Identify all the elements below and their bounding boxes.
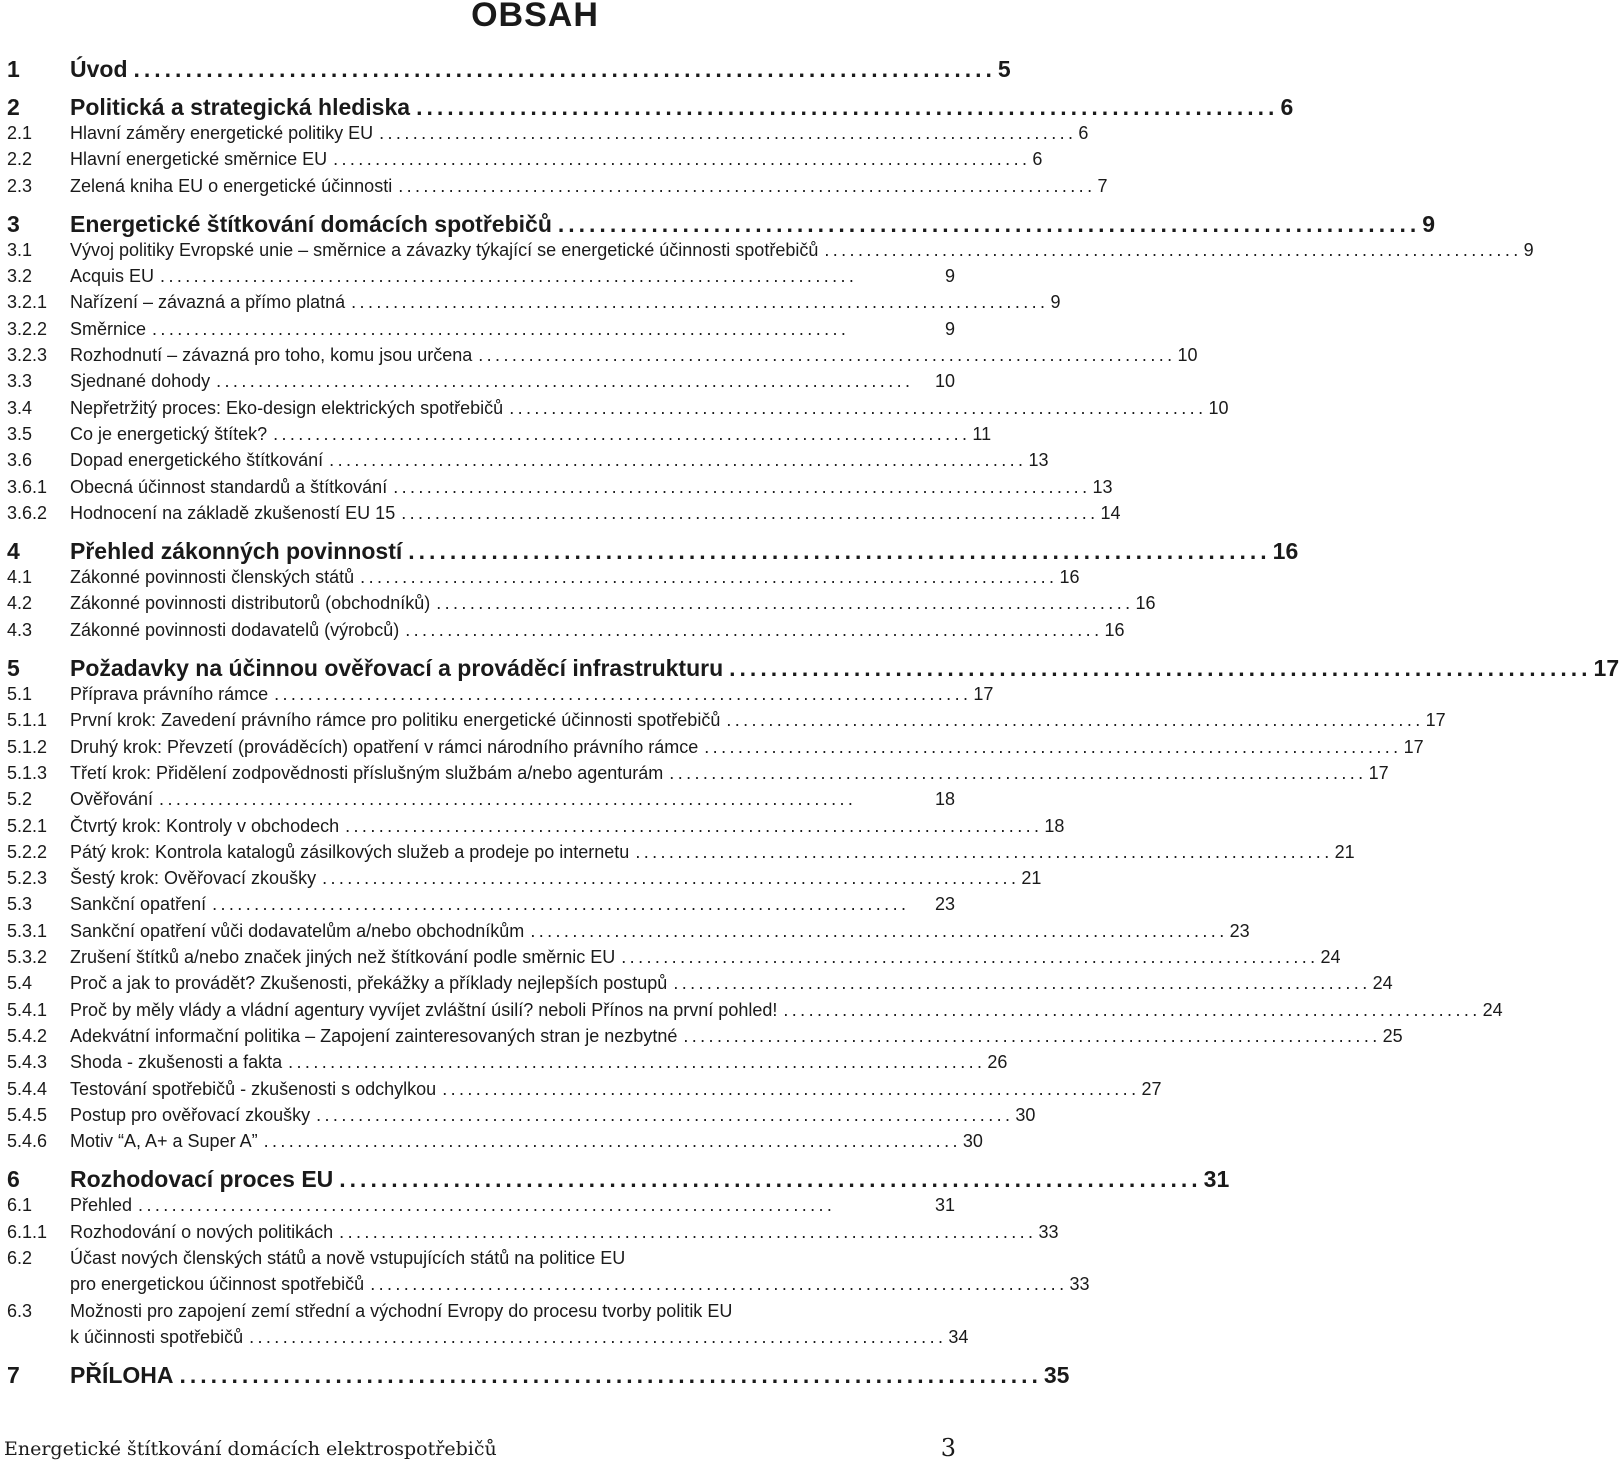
toc-entry-title-line2: k účinnosti spotřebičů <box>70 1326 244 1347</box>
toc-entry-page: 17 <box>1403 736 1424 757</box>
toc-entry-page: 16 <box>1059 567 1080 588</box>
toc-entry-title: Zrušení štítků a/nebo značek jiných než štítkování podle směrnic EU <box>70 947 616 968</box>
toc-entry[interactable] <box>7 1131 983 1157</box>
toc-entry[interactable] <box>7 920 1250 947</box>
toc-entry[interactable] <box>7 947 1341 973</box>
toc-entry[interactable] <box>7 1104 1036 1131</box>
toc-entry-page: 34 <box>948 1326 969 1347</box>
toc-leader-dots: ................................................................................... <box>216 371 914 392</box>
toc-entry-number: 6.3 <box>7 1300 33 1321</box>
toc-entry-page: 35 <box>1043 1362 1070 1389</box>
toc-chapter[interactable] <box>7 1362 1070 1391</box>
toc-leader-dots: ................................................................................... <box>393 476 1091 497</box>
toc-entry-title: Možnosti pro zapojení zemí střední a východní Evropy do procesu tvorby politik EU <box>70 1300 733 1321</box>
toc-entry-page: 14 <box>1100 502 1121 523</box>
toc-entry-number: 2.2 <box>7 149 33 170</box>
toc-entry[interactable] <box>7 868 1042 894</box>
toc-entry-number: 5.4.3 <box>7 1052 48 1073</box>
toc-leader-dots: ................................................................................... <box>635 841 1333 862</box>
toc-leader-dots: ................................................................................... <box>160 266 858 287</box>
toc-chapter[interactable] <box>7 210 1436 240</box>
toc-entry-number: 4.2 <box>7 593 33 614</box>
toc-entry-title: Sankční opatření vůči dodavatelům a/nebo obchodníkům <box>70 920 525 941</box>
toc-entry-number: 5.2 <box>7 789 33 810</box>
toc-entry-page: 13 <box>1092 476 1113 497</box>
toc-entry-title: Dopad energetického štítkování <box>70 450 324 471</box>
toc-entry-title-line2: pro energetickou účinnost spotřebičů <box>70 1274 365 1295</box>
toc-entry-title: Rozhodování o nových politikách <box>70 1221 334 1242</box>
toc-entry-title: Zákonné povinnosti členských států <box>70 567 355 588</box>
toc-entry-page: 13 <box>1028 450 1049 471</box>
toc-entry-page: 9 <box>1422 210 1436 237</box>
toc-entry-title: Čtvrtý krok: Kontroly v obchodech <box>70 815 340 836</box>
toc-entry-continuation[interactable] <box>7 1326 969 1353</box>
toc-entry-title: Sankční opatření <box>70 894 207 915</box>
table-of-contents <box>7 56 1619 1391</box>
toc-entry-number: 3.2.3 <box>7 345 48 366</box>
toc-entry[interactable] <box>7 619 1125 646</box>
toc-entry-number: 5.4.4 <box>7 1078 48 1099</box>
toc-chapter[interactable] <box>7 56 1011 85</box>
toc-entry[interactable] <box>7 894 955 920</box>
toc-entry-title: Proč by měly vlády a vládní agentury vyvíjet zvláštní úsilí? neboli Přínos na první pohled! <box>70 999 778 1020</box>
toc-entry-page: 16 <box>1104 619 1125 640</box>
toc-entry-number: 5.3.1 <box>7 920 48 941</box>
toc-leader-dots: ................................................................................... <box>478 345 1176 366</box>
toc-entry[interactable] <box>7 1221 1059 1248</box>
toc-entry-page: 31 <box>1203 1166 1230 1193</box>
toc-entry-number: 2.1 <box>7 123 33 143</box>
toc-entry-title: Vývoj politiky Evropské unie – směrnice a závazky týkající se energetické účinnosti spotřebičů <box>70 239 819 260</box>
toc-leader-dots: ................................................................................... <box>322 868 1020 889</box>
toc-entry-title: Nařízení – závazná a přímo platná <box>70 292 346 313</box>
toc-entry-title: PŘÍLOHA <box>70 1362 174 1389</box>
toc-leader-dots: ................................................................................... <box>405 619 1103 640</box>
toc-entry-page: 30 <box>1015 1104 1036 1125</box>
toc-entry-page: 24 <box>1320 947 1341 968</box>
toc-entry-number: 2.3 <box>7 175 33 196</box>
page-title: OBSAH <box>471 0 599 34</box>
toc-entry[interactable] <box>7 593 1156 619</box>
toc-entry-number: 6.1 <box>7 1195 33 1216</box>
toc-entry-title: Zákonné povinnosti dodavatelů (výrobců) <box>70 619 400 640</box>
toc-leader-dots: ................................................................................... <box>621 947 1319 968</box>
footer-page-number: 3 <box>940 1434 956 1462</box>
toc-entry-page: 10 <box>1208 397 1229 418</box>
toc-entry-page: 17 <box>973 684 994 705</box>
toc-entry-title: Zelená kniha EU o energetické účinnosti <box>70 175 393 196</box>
toc-entry[interactable] <box>7 1195 955 1221</box>
toc-entry-title: Nepřetržitý proces: Eko-design elektrických spotřebičů <box>70 397 504 418</box>
toc-entry-title: Třetí krok: Přidělení zodpovědnosti příslušným službám a/nebo agenturám <box>70 762 664 783</box>
toc-entry-page: 33 <box>1038 1221 1059 1242</box>
toc-entry[interactable] <box>7 292 1061 318</box>
toc-entry-page: 17 <box>1425 710 1446 731</box>
toc-entry-number: 2 <box>7 94 20 120</box>
toc-entry-title: Postup pro ověřovací zkoušky <box>70 1104 311 1125</box>
toc-entry-page: 18 <box>1044 815 1065 836</box>
toc-entry-number: 5.3.2 <box>7 947 48 968</box>
toc-entry-page: 31 <box>934 1195 955 1216</box>
toc-entry-page: 16 <box>1135 593 1156 614</box>
toc-entry-number: 5.2.3 <box>7 868 48 889</box>
toc-leader-dots: ................................................................................... <box>179 1362 1042 1389</box>
toc-entry-number: 3.2 <box>7 266 33 287</box>
toc-entry-title: Příprava právního rámce <box>70 684 269 705</box>
toc-entry[interactable] <box>7 397 1229 424</box>
toc-entry-page: 27 <box>1141 1078 1162 1099</box>
toc-leader-dots: ................................................................................... <box>152 318 850 339</box>
toc-entry-page: 10 <box>934 371 955 392</box>
toc-entry-title: Co je energetický štítek? <box>70 423 268 444</box>
toc-entry-number: 6.1.1 <box>7 1221 48 1242</box>
toc-entry-page: 18 <box>934 789 955 810</box>
toc-entry[interactable] <box>7 450 1049 476</box>
toc-entry-title: Shoda - zkušenosti a fakta <box>70 1052 283 1073</box>
toc-entry-number: 4.1 <box>7 567 33 588</box>
toc-leader-dots: ................................................................................... <box>436 593 1134 614</box>
toc-entry-number: 3.6.1 <box>7 476 48 497</box>
toc-entry-title: Proč a jak to provádět? Zkušenosti, překážky a příklady nejlepších postupů <box>70 973 668 994</box>
toc-entry-number: 5.4.2 <box>7 1025 48 1046</box>
toc-entry-title: Směrnice <box>70 318 147 339</box>
toc-entry-title: Úvod <box>70 56 128 82</box>
toc-entry-title: Obecná účinnost standardů a štítkování <box>70 476 388 497</box>
toc-entry-page: 9 <box>944 318 955 339</box>
toc-entry-page: 33 <box>1069 1274 1090 1295</box>
toc-leader-dots: ................................................................................... <box>442 1078 1140 1099</box>
toc-entry-number: 5.2.1 <box>7 815 48 836</box>
toc-entry-page: 24 <box>1372 973 1393 994</box>
toc-entry-page: 21 <box>1021 868 1042 889</box>
toc-entry-number: 4 <box>7 538 20 565</box>
toc-leader-dots: ................................................................................... <box>133 56 996 82</box>
toc-entry-page: 25 <box>1382 1025 1403 1046</box>
toc-entry[interactable] <box>7 710 1446 736</box>
toc-entry[interactable] <box>7 371 955 397</box>
toc-chapter[interactable] <box>7 538 1299 567</box>
toc-entry[interactable] <box>7 149 1043 175</box>
toc-leader-dots: ................................................................................... <box>263 1131 961 1152</box>
toc-entry-title: Zákonné povinnosti distributorů (obchodníků) <box>70 593 431 614</box>
toc-entry[interactable] <box>7 175 1108 202</box>
toc-leader-dots: ................................................................................... <box>669 762 1367 783</box>
toc-leader-dots: ................................................................................... <box>329 450 1027 471</box>
toc-entry-title: Energetické štítkování domácích spotřebičů <box>70 210 552 237</box>
footer-text: Energetické štítkování domácích elektrospotřebičů <box>4 1438 497 1460</box>
toc-entry-title: Přehled <box>70 1195 133 1216</box>
toc-entry[interactable] <box>7 973 1393 999</box>
toc-chapter[interactable] <box>7 655 1619 684</box>
toc-entry-number: 3.6.2 <box>7 502 48 523</box>
toc-entry-number: 6 <box>7 1166 20 1193</box>
toc-entry-page: 10 <box>1177 345 1198 366</box>
toc-leader-dots: ................................................................................... <box>557 210 1421 237</box>
toc-entry-number: 5.1.3 <box>7 762 48 783</box>
toc-entry-title: Sjednané dohody <box>70 371 211 392</box>
toc-entry-number: 3.5 <box>7 423 33 444</box>
toc-entry-title: Šestý krok: Ověřovací zkoušky <box>70 868 317 889</box>
toc-entry-number: 5.1.2 <box>7 736 48 757</box>
toc-entry-title: Účast nových členských států a nově vstupujících států na politice EU <box>70 1247 626 1268</box>
toc-entry-page: 6 <box>1078 123 1089 143</box>
toc-entry[interactable] <box>7 502 1121 529</box>
toc-entry-page: 9 <box>1050 292 1061 313</box>
toc-entry-page: 6 <box>1280 94 1294 120</box>
toc-leader-dots: ................................................................................... <box>288 1052 986 1073</box>
toc-leader-dots: ................................................................................... <box>509 397 1207 418</box>
toc-leader-dots: ................................................................................... <box>379 123 1077 143</box>
toc-entry-number: 5.4.6 <box>7 1131 48 1152</box>
toc-entry[interactable] <box>7 999 1503 1026</box>
toc-entry-page: 11 <box>972 423 992 444</box>
toc-leader-dots: ................................................................................... <box>339 1221 1037 1242</box>
toc-entry[interactable] <box>7 1078 1162 1105</box>
toc-entry-number: 3.3 <box>7 371 33 392</box>
toc-entry[interactable] <box>7 423 992 450</box>
toc-entry-number: 5.4.5 <box>7 1104 48 1125</box>
toc-entry-title: Hodnocení na základě zkušeností EU 15 <box>70 502 396 523</box>
toc-entry-title: Acquis EU <box>70 266 155 287</box>
toc-leader-dots: ................................................................................... <box>159 789 857 810</box>
toc-entry[interactable] <box>7 239 1534 266</box>
toc-leader-dots: ................................................................................... <box>729 655 1592 682</box>
toc-entry-title: Hlavní energetické směrnice EU <box>70 149 328 170</box>
toc-entry-number: 1 <box>7 56 20 82</box>
toc-entry-number: 3.4 <box>7 397 33 418</box>
toc-leader-dots: ................................................................................... <box>339 1166 1202 1193</box>
toc-entry-number: 4.3 <box>7 619 33 640</box>
toc-leader-dots: ................................................................................... <box>673 973 1371 994</box>
toc-entry[interactable] <box>7 762 1389 789</box>
toc-entry[interactable] <box>7 684 994 710</box>
toc-entry-number: 5.4 <box>7 973 33 994</box>
toc-entry-continuation[interactable] <box>7 1274 1090 1300</box>
toc-entry-number: 5.2.2 <box>7 841 48 862</box>
toc-entry[interactable] <box>7 1025 1403 1052</box>
toc-entry-page: 30 <box>962 1131 983 1152</box>
toc-leader-dots: ................................................................................... <box>704 736 1402 757</box>
toc-leader-dots: ................................................................................... <box>416 94 1279 120</box>
toc-entry-title: Rozhodovací proces EU <box>70 1166 334 1193</box>
toc-entry-title: Požadavky na účinnou ověřovací a prováděcí infrastrukturu <box>70 655 724 682</box>
toc-entry-page: 6 <box>1032 149 1043 170</box>
toc-leader-dots: ................................................................................... <box>138 1195 836 1216</box>
toc-entry-title: První krok: Zavedení právního rámce pro politiku energetické účinnosti spotřebičů <box>70 710 721 731</box>
toc-entry[interactable] <box>7 736 1424 763</box>
toc-leader-dots: ................................................................................... <box>249 1326 947 1347</box>
toc-entry[interactable] <box>7 345 1198 371</box>
toc-entry-title: Politická a strategická hlediska <box>70 94 411 120</box>
toc-entry-page: 16 <box>1272 538 1299 565</box>
toc-chapter[interactable] <box>7 1166 1230 1195</box>
toc-entry-page: 21 <box>1334 841 1355 862</box>
toc-entry-number: 3 <box>7 210 20 237</box>
toc-leader-dots: ................................................................................... <box>683 1025 1381 1046</box>
toc-entry-title: Hlavní záměry energetické politiky EU <box>70 123 374 143</box>
toc-entry-number: 3.2.2 <box>7 318 48 339</box>
toc-entry-number: 5.1.1 <box>7 710 48 731</box>
toc-entry-number: 3.6 <box>7 450 33 471</box>
page-footer <box>4 1434 956 1466</box>
toc-entry-title: Motiv “A, A+ a Super A” <box>70 1131 258 1152</box>
toc-entry[interactable] <box>7 815 1065 842</box>
toc-entry-page: 26 <box>987 1052 1008 1073</box>
toc-entry-title: Testování spotřebičů - zkušenosti s odchylkou <box>70 1078 437 1099</box>
toc-leader-dots: ................................................................................... <box>783 999 1481 1020</box>
toc-entry[interactable] <box>7 1052 1008 1078</box>
toc-entry-number: 7 <box>7 1362 20 1389</box>
toc-leader-dots: ................................................................................... <box>530 920 1228 941</box>
toc-entry-title: Druhý krok: Převzetí (prováděcích) opatření v rámci národního právního rámce <box>70 736 699 757</box>
toc-entry[interactable] <box>7 1301 955 1327</box>
toc-leader-dots: ................................................................................... <box>316 1104 1014 1125</box>
toc-leader-dots: ................................................................................... <box>398 175 1096 196</box>
toc-entry-number: 5 <box>7 655 20 682</box>
toc-leader-dots: ................................................................................... <box>273 423 971 444</box>
toc-entry-page: 23 <box>1229 920 1250 941</box>
toc-entry-number: 3.2.1 <box>7 292 48 313</box>
toc-entry[interactable] <box>7 789 955 815</box>
toc-entry[interactable] <box>7 841 1355 868</box>
toc-entry-title: Pátý krok: Kontrola katalogů zásilkových služeb a prodeje po internetu <box>70 841 630 862</box>
toc-entry-number: 6.2 <box>7 1247 33 1268</box>
toc-leader-dots: ................................................................................... <box>274 684 972 705</box>
toc-entry-page: 9 <box>1523 239 1534 260</box>
toc-entry-page: 24 <box>1482 999 1503 1020</box>
toc-entry-page: 7 <box>1097 175 1108 196</box>
toc-entry-page: 5 <box>997 56 1011 82</box>
toc-entry-title: Adekvátní informační politika – Zapojení zainteresovaných stran je nezbytné <box>70 1025 678 1046</box>
toc-leader-dots: ................................................................................... <box>360 567 1058 588</box>
toc-entry[interactable] <box>7 1248 955 1274</box>
toc-leader-dots: ................................................................................... <box>212 894 910 915</box>
toc-leader-dots: ................................................................................... <box>370 1274 1068 1295</box>
toc-leader-dots: ................................................................................... <box>351 292 1049 313</box>
toc-leader-dots: ................................................................................... <box>408 538 1271 565</box>
toc-entry-number: 3.1 <box>7 239 33 260</box>
toc-entry-number: 5.1 <box>7 684 33 705</box>
toc-entry-number: 5.4.1 <box>7 999 48 1020</box>
toc-entry-page: 17 <box>1368 762 1389 783</box>
toc-entry-page: 17 <box>1593 655 1619 682</box>
toc-leader-dots: ................................................................................... <box>333 149 1031 170</box>
toc-entry-title: Rozhodnutí – závazná pro toho, komu jsou určena <box>70 345 473 366</box>
toc-entry-page: 23 <box>934 894 955 915</box>
toc-leader-dots: ................................................................................... <box>401 502 1099 523</box>
toc-entry[interactable] <box>7 567 1080 593</box>
toc-leader-dots: ................................................................................... <box>824 239 1522 260</box>
toc-entry-number: 5.3 <box>7 894 33 915</box>
toc-entry[interactable] <box>7 319 955 345</box>
toc-entry[interactable] <box>7 123 1089 149</box>
toc-entry-title: Přehled zákonných povinností <box>70 538 403 565</box>
toc-leader-dots: ................................................................................... <box>345 815 1043 836</box>
toc-chapter[interactable] <box>7 94 1294 123</box>
toc-entry-page: 9 <box>944 266 955 287</box>
toc-entry[interactable] <box>7 266 955 292</box>
toc-entry[interactable] <box>7 476 1113 503</box>
toc-entry-title: Ověřování <box>70 789 154 810</box>
toc-leader-dots: ................................................................................... <box>726 710 1424 731</box>
